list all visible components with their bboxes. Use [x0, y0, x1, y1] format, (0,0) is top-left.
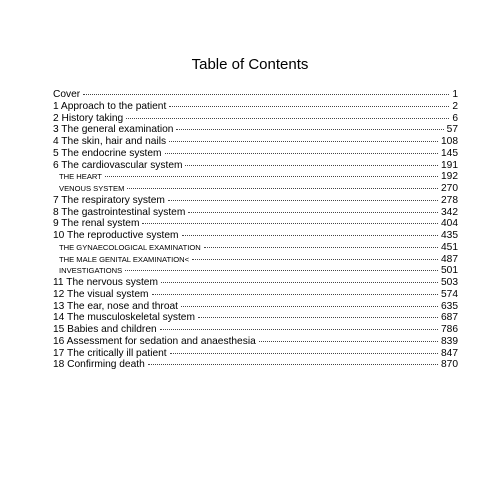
toc-entry-page-number[interactable]: 270 — [441, 183, 458, 194]
toc-entry[interactable] — [53, 277, 458, 289]
toc-entry-label[interactable]: 12 The visual system — [53, 288, 149, 300]
toc-entry-label[interactable]: 8 The gastrointestinal system — [53, 206, 186, 218]
dot-leader — [152, 294, 438, 295]
toc-subentry[interactable] — [53, 183, 458, 195]
toc-entry-label[interactable]: 17 The critically ill patient — [53, 347, 167, 359]
toc-entry[interactable] — [53, 230, 458, 242]
toc-entry-label[interactable]: 15 Babies and children — [53, 324, 157, 335]
toc-entry-label[interactable]: 18 Confirming death — [53, 359, 145, 371]
toc-entry-page-number[interactable]: 57 — [446, 124, 458, 136]
toc-entry[interactable] — [53, 136, 458, 148]
toc-entry-page-number[interactable]: 145 — [441, 147, 458, 159]
toc-entry[interactable] — [53, 348, 458, 360]
toc-entry-page-number[interactable]: 501 — [441, 265, 458, 277]
toc-entry-label[interactable]: THE HEART — [59, 172, 102, 182]
dot-leader — [142, 223, 438, 224]
toc-entry-label[interactable]: Cover — [53, 89, 81, 100]
dot-leader — [259, 341, 438, 342]
dot-leader — [198, 317, 438, 318]
toc-entry[interactable] — [53, 101, 458, 113]
toc-entry-page-number[interactable]: 635 — [441, 300, 458, 312]
toc-entry[interactable] — [53, 359, 458, 371]
toc-entry[interactable] — [53, 336, 458, 348]
toc-subentry[interactable] — [53, 265, 458, 277]
dot-leader — [181, 306, 438, 307]
dot-leader — [168, 200, 438, 201]
toc-entry[interactable] — [53, 289, 458, 301]
toc-entry-label[interactable]: THE GYNAECOLOGICAL EXAMINATION — [59, 242, 201, 252]
dot-leader — [125, 270, 438, 271]
toc-entry-page-number[interactable]: 278 — [441, 194, 458, 206]
dot-leader — [126, 118, 449, 119]
toc-entry-label[interactable]: 9 The renal system — [53, 218, 140, 230]
toc-entry-label[interactable]: 14 The musculoskeletal system — [53, 312, 195, 324]
dot-leader — [176, 129, 443, 130]
toc-entry-label[interactable]: VENOUS SYSTEM — [59, 184, 125, 193]
toc-entry-page-number[interactable]: 574 — [441, 288, 458, 300]
toc-entry-label[interactable]: THE MALE GENITAL EXAMINATION< — [59, 254, 190, 264]
toc-entry-page-number[interactable]: 503 — [441, 277, 458, 288]
toc-entry-label[interactable]: INVESTIGATIONS — [59, 266, 123, 276]
toc-entry-page-number[interactable]: 786 — [441, 324, 458, 335]
toc-entry-page-number[interactable]: 6 — [452, 112, 458, 124]
dot-leader — [161, 282, 438, 283]
toc-entry-page-number[interactable]: 404 — [441, 218, 458, 230]
toc-list — [53, 89, 458, 371]
dot-leader — [204, 247, 438, 248]
toc-entry[interactable] — [53, 218, 458, 230]
toc-entry-page-number[interactable]: 870 — [441, 359, 458, 371]
dot-leader — [105, 176, 438, 177]
toc-entry-label[interactable]: 2 History taking — [53, 112, 124, 124]
dot-leader — [170, 353, 438, 354]
toc-entry-page-number[interactable]: 435 — [441, 230, 458, 241]
toc-entry-label[interactable]: 13 The ear, nose and throat — [53, 300, 178, 312]
toc-entry[interactable] — [53, 207, 458, 219]
toc-entry-page-number[interactable]: 847 — [441, 347, 458, 359]
toc-entry[interactable] — [53, 89, 458, 101]
toc-entry-page-number[interactable]: 192 — [441, 171, 458, 183]
toc-entry-page-number[interactable]: 687 — [441, 312, 458, 324]
toc-entry-page-number[interactable]: 451 — [441, 241, 458, 253]
dot-leader — [192, 259, 438, 260]
toc-entry-page-number[interactable]: 487 — [441, 253, 458, 265]
toc-entry-page-number[interactable]: 342 — [441, 206, 458, 218]
toc-entry-label[interactable]: 4 The skin, hair and nails — [53, 136, 167, 147]
toc-entry-page-number[interactable]: 1 — [452, 89, 458, 100]
toc-entry-label[interactable]: 6 The cardiovascular system — [53, 159, 183, 171]
page-title: Table of Contents — [191, 56, 309, 73]
toc-entry-label[interactable]: 3 The general examination — [53, 124, 174, 136]
toc-entry[interactable] — [53, 148, 458, 160]
dot-leader — [182, 235, 438, 236]
toc-entry[interactable] — [53, 324, 458, 336]
toc-entry-label[interactable]: 7 The respiratory system — [53, 194, 165, 206]
toc-entry[interactable] — [53, 124, 458, 136]
dot-leader — [160, 329, 438, 330]
toc-entry-label[interactable]: 16 Assessment for sedation and anaesthesia — [53, 335, 256, 347]
toc-entry-label[interactable]: 11 The nervous system — [53, 277, 158, 288]
toc-entry[interactable] — [53, 113, 458, 125]
toc-entry[interactable] — [53, 160, 458, 172]
dot-leader — [83, 94, 449, 95]
toc-entry[interactable] — [53, 195, 458, 207]
toc-entry-page-number[interactable]: 191 — [441, 159, 458, 171]
toc-entry-page-number[interactable]: 2 — [452, 100, 458, 112]
toc-entry[interactable] — [53, 312, 458, 324]
toc-entry-label[interactable]: 1 Approach to the patient — [53, 100, 167, 112]
toc-entry-page-number[interactable]: 839 — [441, 335, 458, 347]
dot-leader — [169, 106, 449, 107]
toc-entry-page-number[interactable]: 108 — [441, 136, 458, 147]
toc-subentry[interactable] — [53, 242, 458, 254]
toc-entry[interactable] — [53, 301, 458, 313]
dot-leader — [185, 165, 438, 166]
toc-subentry[interactable] — [53, 254, 458, 266]
dot-leader — [169, 141, 438, 142]
dot-leader — [127, 188, 438, 189]
dot-leader — [148, 364, 438, 365]
dot-leader — [165, 153, 438, 154]
dot-leader — [188, 212, 438, 213]
toc-subentry[interactable] — [53, 171, 458, 183]
toc-entry-label[interactable]: 10 The reproductive system — [53, 230, 179, 241]
toc-entry-label[interactable]: 5 The endocrine system — [53, 147, 162, 159]
